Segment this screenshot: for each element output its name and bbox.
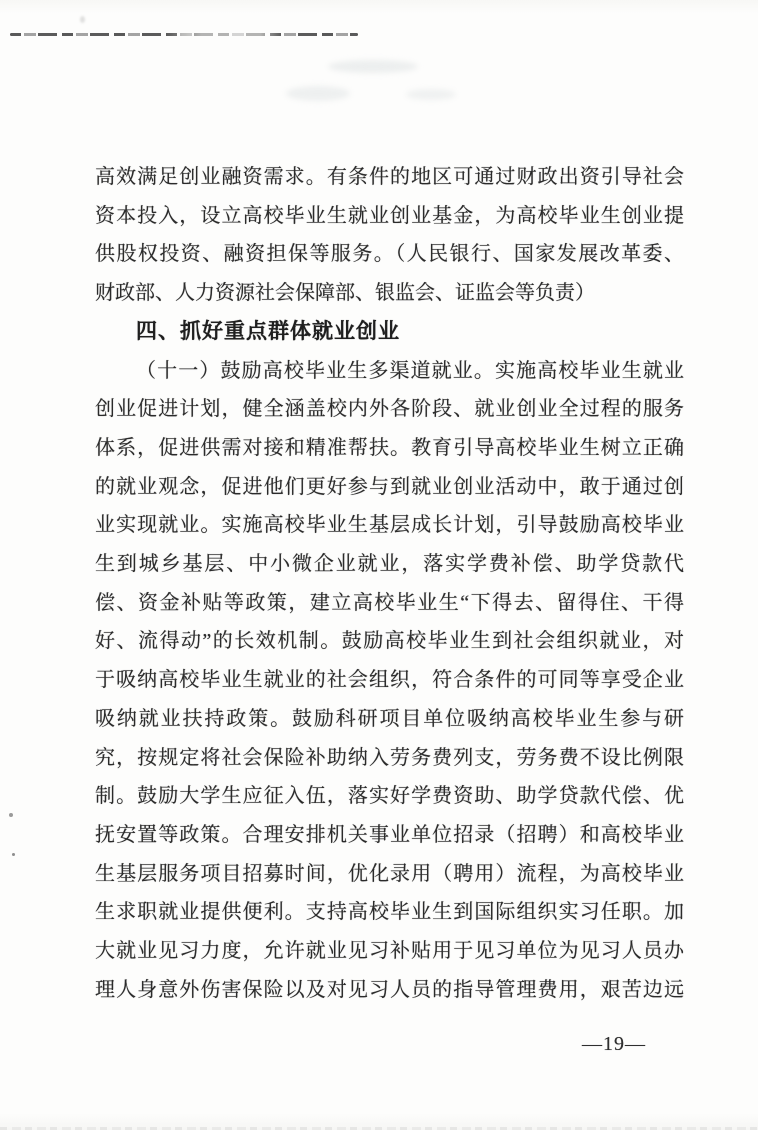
document-body (95, 158, 684, 1009)
text-line: 于吸纳高校毕业生就业的社会组织，符合条件的可同等享受企业 (95, 669, 684, 692)
scan-artifact-speck (12, 853, 15, 856)
text-line: 抚安置等政策。合理安排机关事业单位招录（招聘）和高校毕业 (95, 823, 684, 846)
scan-artifact-smudge (328, 60, 418, 73)
scan-artifact-speck (80, 16, 85, 23)
text-line: （十一）鼓励高校毕业生多渠道就业。实施高校毕业生就业 (136, 359, 684, 382)
scan-artifact-smudge (406, 89, 456, 100)
page-number: —19— (582, 1033, 646, 1055)
text-line: 生基层服务项目招募时间，优化录用（聘用）流程，为高校毕业 (95, 862, 684, 885)
text-line: 资本投入，设立高校毕业生就业创业基金，为高校毕业生创业提 (95, 204, 684, 227)
text-line: 业实现就业。实施高校毕业生基层成长计划，引导鼓励高校毕业 (95, 514, 684, 537)
text-line: 大就业见习力度，允许就业见习补贴用于见习单位为见习人员办 (95, 940, 684, 963)
scan-artifact-smudge (286, 86, 350, 101)
text-line: 高效满足创业融资需求。有条件的地区可通过财政出资引导社会 (95, 166, 684, 188)
text-line: 体系，促进供需对接和精准帮扶。教育引导高校毕业生树立正确 (95, 436, 684, 459)
text-line: 供股权投资、融资担保等服务。（人民银行、国家发展改革委、 (95, 243, 684, 266)
text-line: 好、流得动”的长效机制。鼓励高校毕业生到社会组织就业，对 (95, 630, 684, 653)
text-line: 的就业观念，促进他们更好参与到就业创业活动中，敢于通过创 (95, 475, 684, 498)
text-line: 吸纳就业扶持政策。鼓励科研项目单位吸纳高校毕业生参与研 (95, 707, 684, 730)
text-line: 生到城乡基层、中小微企业就业，落实学费补偿、助学贷款代 (95, 553, 684, 576)
text-line: 创业促进计划，健全涵盖校内外各阶段、就业创业全过程的服务 (95, 398, 684, 421)
scan-artifact-speck (9, 813, 13, 817)
text-line: 财政部、人力资源社会保障部、银监会、证监会等负责） (95, 282, 595, 305)
text-line: 究，按规定将社会保险补助纳入劳务费列支，劳务费不设比例限 (95, 746, 684, 769)
scan-artifact-broken-rule (10, 33, 358, 36)
text-line: 偿、资金补贴等政策，建立高校毕业生“下得去、留得住、干得 (95, 591, 684, 614)
section-heading: 四、抓好重点群体就业创业 (136, 319, 400, 343)
text-line: 理人身意外伤害保险以及对见习人员的指导管理费用，艰苦边远 (95, 978, 684, 1001)
text-line: 制。鼓励大学生应征入伍，落实好学费资助、助学贷款代偿、优 (95, 785, 684, 808)
text-line: 生求职就业提供便利。支持高校毕业生到国际组织实习任职。加 (95, 901, 684, 924)
